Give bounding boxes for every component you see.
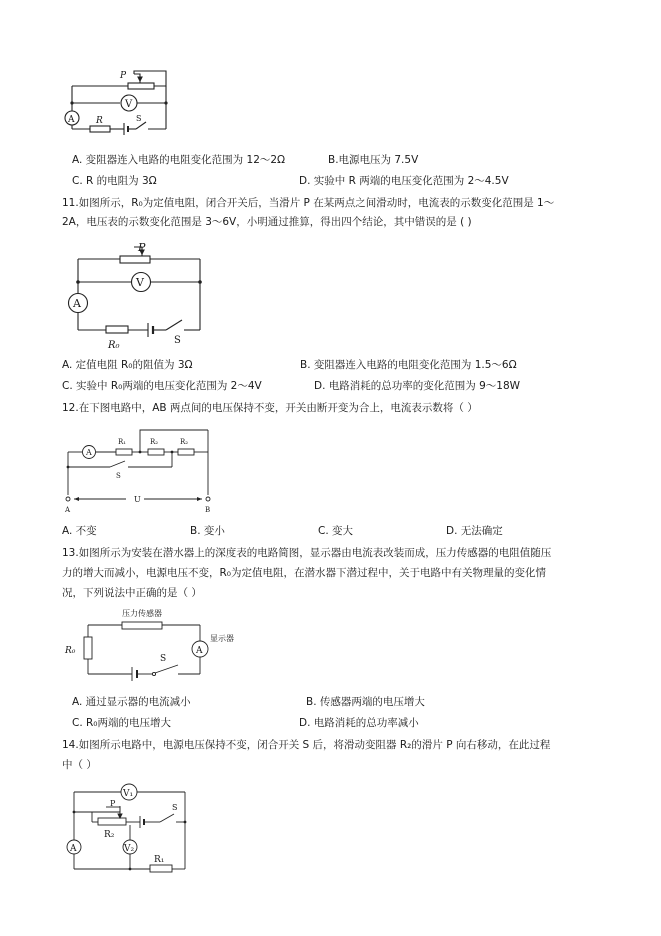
svg-text:P: P bbox=[120, 71, 127, 81]
svg-text:A: A bbox=[65, 506, 71, 514]
svg-text:B: B bbox=[205, 506, 211, 514]
q13-option-c: C. R₀两端的电压增大 bbox=[72, 717, 172, 729]
q12-option-c: C. 变大 bbox=[318, 525, 354, 537]
q10-resistor-icon bbox=[90, 126, 110, 132]
q12-option-d: D. 无法确定 bbox=[446, 525, 503, 537]
q10-option-a: A. 变阻器连入电路的电阻变化范围为 12～2Ω bbox=[72, 154, 286, 166]
svg-text:R₂: R₂ bbox=[104, 830, 115, 840]
q13-pressure-sensor bbox=[122, 622, 162, 629]
q11-option-b: B. 变阻器连入电路的电阻变化范围为 1.5～6Ω bbox=[300, 359, 517, 371]
q13-question-line-2: 力的增大而减小，电源电压不变，R₀为定值电阻，在潜水器下潜过程中，关于电路中有关物理量的变化情 bbox=[62, 567, 547, 579]
q14-question-line-2: 中（ ） bbox=[62, 759, 97, 771]
q12-resistor-2-icon bbox=[148, 449, 164, 455]
q11-option-d: D. 电路消耗的总功率的变化范围为 9～18W bbox=[314, 380, 521, 392]
q11-option-a: A. 定值电阻 R₀的阻值为 3Ω bbox=[62, 359, 193, 371]
q13-question-line-3: 况，下列说法中正确的是（ ） bbox=[62, 587, 202, 599]
q12-resistor-1-icon bbox=[116, 449, 132, 455]
q12-option-b: B. 变小 bbox=[190, 525, 225, 537]
svg-text:P: P bbox=[138, 241, 146, 254]
svg-text:V₂: V₂ bbox=[124, 844, 135, 854]
q12-circuit-figure bbox=[60, 425, 220, 515]
q11-question-line-2: 2A，电压表的示数变化范围是 3～6V，小明通过推算，得出四个结论，其中错误的是 ( ) bbox=[62, 216, 472, 228]
q10-rheostat bbox=[128, 83, 154, 89]
svg-text:压力传感器: 压力传感器 bbox=[122, 609, 162, 618]
svg-text:A: A bbox=[86, 448, 92, 457]
svg-text:S: S bbox=[172, 803, 178, 812]
svg-text:U: U bbox=[134, 495, 141, 504]
svg-text:V₁: V₁ bbox=[123, 789, 134, 799]
q10-circuit-figure bbox=[58, 66, 178, 146]
q14-resistor-r1-icon bbox=[150, 865, 172, 872]
svg-text:R₂: R₂ bbox=[150, 438, 159, 446]
svg-text:S: S bbox=[174, 335, 181, 346]
q10-option-c: C. R 的电阻为 3Ω bbox=[72, 175, 157, 187]
q12-resistor-3-icon bbox=[178, 449, 194, 455]
svg-text:R₀: R₀ bbox=[108, 340, 120, 351]
q10-option-d: D. 实验中 R 两端的电压变化范围为 2～4.5V bbox=[299, 175, 509, 187]
q10-option-b: B.电源电压为 7.5V bbox=[328, 154, 419, 166]
q12-option-a: A. 不变 bbox=[62, 525, 97, 537]
q13-option-a: A. 通过显示器的电流减小 bbox=[72, 696, 191, 708]
svg-text:A: A bbox=[70, 844, 77, 854]
q11-question-line-1: 11.如图所示，R₀为定值电阻，闭合开关后，当滑片 P 在某两点之间滑动时，电流表的示数变化范围是 1～ bbox=[62, 197, 555, 209]
q14-rheostat-r2 bbox=[98, 818, 126, 825]
q14-question-line-1: 14.如图所示电路中，电源电压保持不变，闭合开关 S 后，将滑动变阻器 R₂的滑片 P 向右移动，在此过程 bbox=[62, 739, 551, 751]
svg-text:R₁: R₁ bbox=[154, 855, 165, 865]
svg-text:S: S bbox=[116, 472, 121, 480]
q14-circuit-figure bbox=[60, 782, 200, 877]
q13-option-b: B. 传感器两端的电压增大 bbox=[306, 696, 425, 708]
svg-text:R: R bbox=[96, 116, 103, 126]
svg-text:显示器: 显示器 bbox=[210, 634, 234, 643]
svg-text:A: A bbox=[73, 297, 81, 310]
q12-question-line-1: 12.在下图电路中，AB 两点间的电压保持不变，开关由断开变为合上，电流表示数将（ ） bbox=[62, 402, 478, 414]
q13-circuit-figure bbox=[60, 603, 250, 688]
svg-text:A: A bbox=[196, 646, 203, 656]
svg-text:P: P bbox=[110, 799, 116, 808]
svg-text:R₂: R₂ bbox=[180, 438, 189, 446]
svg-text:S: S bbox=[136, 114, 142, 123]
svg-text:R₀: R₀ bbox=[65, 646, 76, 656]
svg-text:R₁: R₁ bbox=[118, 438, 127, 446]
svg-text:S: S bbox=[160, 654, 167, 664]
q11-resistor-icon bbox=[106, 326, 128, 333]
svg-text:V: V bbox=[136, 276, 144, 289]
svg-text:A: A bbox=[68, 115, 75, 125]
q11-rheostat bbox=[120, 256, 150, 263]
svg-text:V: V bbox=[125, 99, 133, 110]
q13-resistor-r0-icon bbox=[84, 637, 92, 659]
q11-circuit-figure bbox=[68, 240, 208, 350]
q11-option-c: C. 实验中 R₀两端的电压变化范围为 2～4V bbox=[62, 380, 262, 392]
q13-option-d: D. 电路消耗的总功率减小 bbox=[299, 717, 419, 729]
q13-question-line-1: 13.如图所示为安装在潜水器上的深度表的电路简图，显示器由电流表改装而成，压力传感器的电阻值随压 bbox=[62, 547, 552, 559]
